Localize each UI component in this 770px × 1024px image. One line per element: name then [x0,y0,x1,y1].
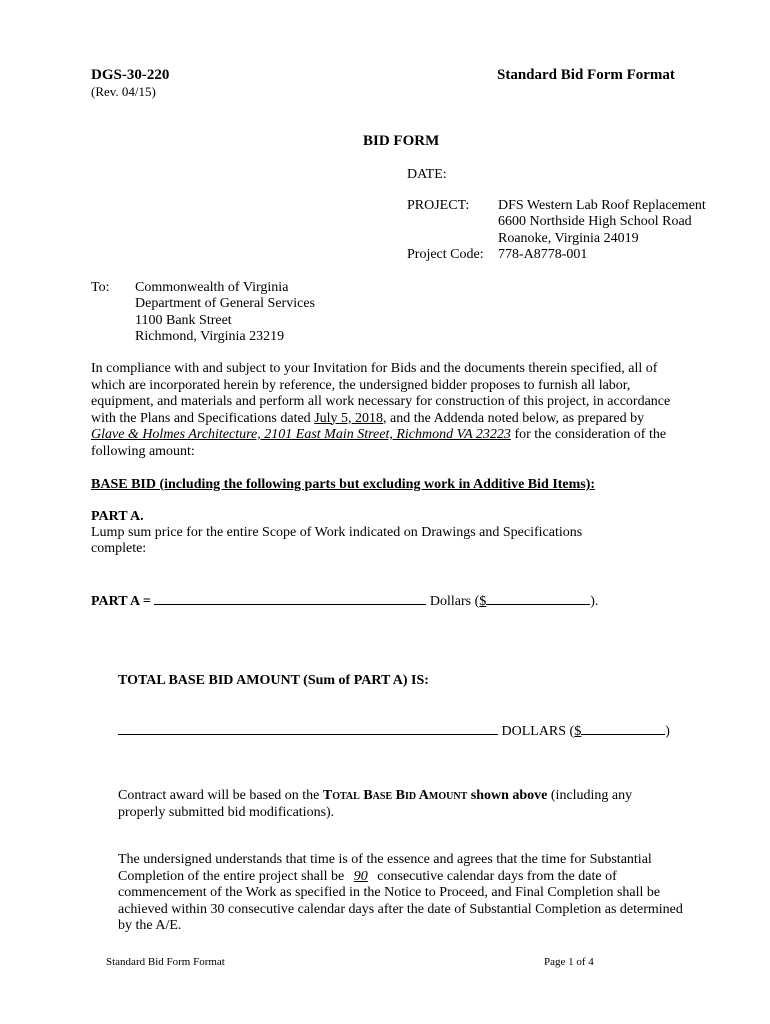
dollar-sign: $ [574,724,582,739]
form-number: DGS-30-220 [91,67,170,83]
part-a-description: Lump sum price for the entire Scope of Work indicated on Drawings and Specifications [91,525,583,540]
recipient-line: Richmond, Virginia 23219 [135,329,285,344]
intro-line: following amount: [91,443,195,459]
intro-paragraph [91,361,669,460]
date-label: DATE: [407,167,447,182]
intro-line: equipment, and materials and perform all work necessary for construction of this project, in accordance [91,394,671,409]
completion-days: 90 [353,868,368,884]
completion-line: commencement of the Work as specified in the Notice to Proceed, and Final Completion shall be [118,885,661,900]
project-name: DFS Western Lab Roof Replacement [498,198,706,213]
intro-line: with the Plans and Specifications dated July 5, 2018, and the Addenda noted below, as prepared by [91,410,645,426]
base-bid-heading: BASE BID (including the following parts but excluding work in Additive Bid Items): [91,477,596,492]
project-code: 778-A8778-001 [498,247,588,262]
part-a-heading: PART A. [91,509,144,524]
form-title: Standard Bid Form Format [497,67,675,83]
completion-line: achieved within 30 consecutive calendar days after the date of Substantial Completion as determined [118,901,683,917]
total-amount-figures-field[interactable] [581,722,665,735]
award-line: properly submitted bid modifications). [118,804,335,820]
page-number: Page 1 of 4 [544,956,594,968]
total-heading: TOTAL BASE BID AMOUNT (Sum of PART A) IS: [118,673,429,688]
total-amount-row: DOLLARS ($ ) [118,722,670,741]
award-line: Contract award will be based on the Total Base Bid Amount shown above (including any [118,788,633,803]
part-a-amount-row: PART A = Dollars ($ ). [91,594,599,609]
completion-line: Completion of the entire project shall be 90 consecutive calendar days from the date of [118,868,617,884]
part-a-label: PART A = [91,594,151,609]
project-code-label: Project Code: [407,247,484,262]
footer-form-name: Standard Bid Form Format [106,956,225,968]
project-address-city: Roanoke, Virginia 24019 [498,231,639,246]
dollar-sign: $ [479,594,487,609]
project-label: PROJECT: [407,198,470,213]
award-paragraph [118,788,679,821]
plans-date: July 5, 2018 [314,410,384,426]
part-a-description: complete: [91,541,147,556]
intro-line: which are incorporated herein by reference, the undersigned bidder proposes to furnish all labor, [91,377,631,393]
total-base-bid-emphasis: Total Base Bid Amount [322,788,468,803]
intro-line: Glave & Holmes Architecture, 2101 East Main Street, Richmond VA 23223 for the consideration of the [91,427,667,442]
intro-line: In compliance with and subject to your Invitation for Bids and the documents therein specified, all of [91,361,658,376]
recipient-line: Department of General Services [135,296,315,311]
dollars-label: Dollars ( [429,594,480,609]
completion-line: The undersigned understands that time is of the essence and agrees that the time for Substantial [118,852,652,867]
completion-line: by the A/E. [118,918,182,933]
dollars-label: DOLLARS ( [501,724,575,739]
project-address-street: 6600 Northside High School Road [498,214,692,229]
recipient-line: 1100 Bank Street [135,313,232,328]
part-a-amount-figures-field[interactable] [486,592,590,605]
recipient-line: Commonwealth of Virginia [135,280,289,295]
completion-paragraph [118,852,683,935]
page-title: BID FORM [363,133,440,149]
to-label: To: [91,280,110,295]
architect-name: Glave & Holmes Architecture, 2101 East Main Street, Richmond VA 23223 [91,427,511,442]
part-a-amount-words-field[interactable] [154,592,426,605]
total-amount-words-field[interactable] [118,722,498,735]
form-revision: (Rev. 04/15) [91,84,156,99]
